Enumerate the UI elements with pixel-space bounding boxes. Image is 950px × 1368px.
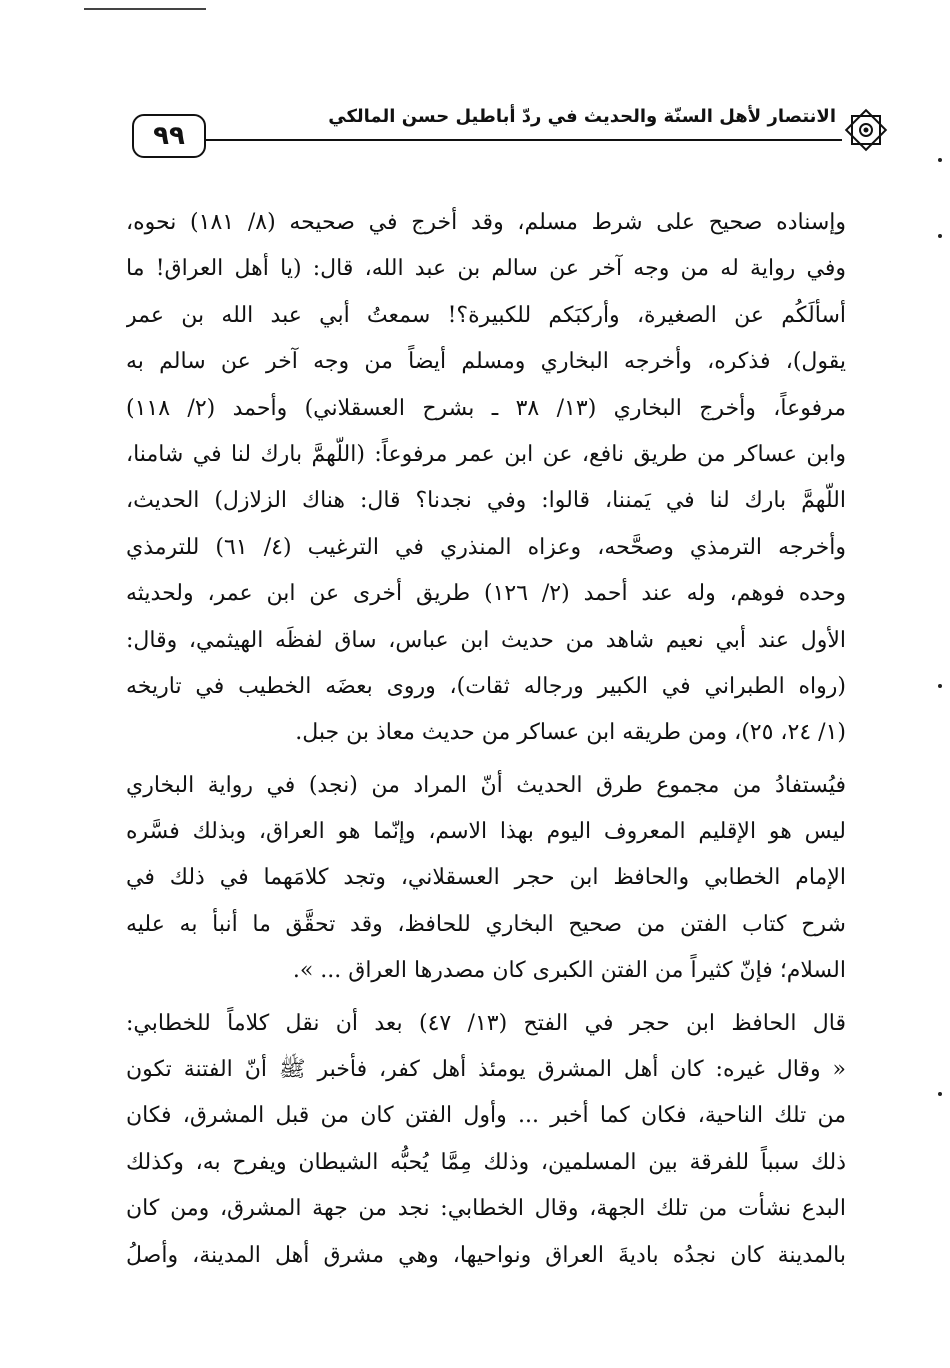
text-line: وابن عساكر من طريق نافع، عن ابن عمر مرفوعاً: (اللّهمَّ بارك لنا في شامنا، — [126, 441, 846, 467]
text-line: البدع نشأت من تلك الجهة، وقال الخطابي: نجد من جهة المشرق، ومن كان — [126, 1196, 846, 1222]
text-line: (١/ ٢٤، ٢٥)، ومن طريقه ابن عساكر من حديث معاذ بن جبل. — [295, 720, 846, 746]
scan-mark — [938, 158, 942, 162]
text-line: يقول)، فذكره، وأخرجه البخاري ومسلم أيضاً من وجه آخر عن سالم به — [126, 349, 846, 375]
text-line: ليس هو الإقليم المعروف اليوم بهذا الاسم، وإنّما هو العراق، وبذلك فسَّره — [126, 819, 846, 845]
text-line: قال الحافظ ابن حجر في الفتح (١٣/ ٤٧) بعد أن نقل كلاماً للخطابي: — [126, 1010, 846, 1036]
text-line: ذلك سبباً للفرقة بين المسلمين، وذلك مِمَّا يُحبُّه الشيطان ويفرح به، وكذلك — [126, 1149, 846, 1175]
text-line: « وقال غيره: كان أهل المشرق يومئذ أهل كفر، فأخبر ﷺ أنّ الفتنة تكون — [126, 1057, 846, 1083]
text-line: وحده فوهم، وله عند أحمد (٢/ ١٢٦) طريق أخرى عن ابن عمر، ولحديثه — [126, 581, 846, 607]
page-number: ٩٩ — [132, 114, 206, 158]
text-line: بالمدينة كان نجدُه باديةَ العراق ونواحيها، وهي مشرق أهل المدينة، وأصلُ — [126, 1242, 846, 1268]
text-line: (رواه الطبراني في الكبير ورجاله ثقات)، وروى بعضَه الخطيب في تاريخه — [126, 673, 846, 699]
text-line: شرح كتاب الفتن من صحيح البخاري للحافظ، وقد تحقَّق ما أنبأ به عليه — [126, 911, 846, 937]
top-edge-line — [84, 8, 206, 10]
text-line: وأخرجه الترمذي وصحَّحه، وعزاه المنذري في الترغيب (٤/ ٦١) للترمذي — [126, 534, 846, 560]
text-line: أسألَكُم عن الصغيرة، وأركبَكم للكبيرة؟! سمعتُ أبي عبد الله بن عمر — [126, 302, 846, 328]
text-line: اللّهمَّ بارك لنا في يَمننا، قالوا: وفي نجدنا؟ قال: هناك الزلازل) الحديث، — [126, 488, 846, 514]
text-line: مرفوعاً، وأخرج البخاري (١٣/ ٣٨ ـ بشرح العسقلاني) وأحمد (٢/ ١١٨) — [126, 395, 846, 421]
paragraph-3 — [126, 1001, 846, 1279]
scan-mark — [938, 684, 942, 688]
running-header — [130, 102, 850, 162]
running-title: الانتصار لأهل السنّة والحديث في ردّ أباطيل حسن المالكي — [322, 106, 836, 127]
eight-point-star-icon — [840, 104, 892, 156]
header-rule — [204, 139, 842, 141]
page-body — [126, 200, 846, 1279]
text-line: من تلك الناحية، فكان كما أخبر ... وأول الفتن كان من قبل المشرق، فكان — [126, 1103, 846, 1129]
text-line: وفي رواية له من وجه آخر عن سالم بن عبد الله، قال: (يا أهل العراق! ما — [126, 256, 846, 282]
text-line: وإسناده صحيح على شرط مسلم، وقد أخرج في صحيحه (٨/ ١٨١) نحوه، — [126, 210, 846, 235]
text-line: الإمام الخطابي والحافظ ابن حجر العسقلاني، وتجد كلامَهما في ذلك في — [126, 865, 846, 891]
paragraph-1 — [126, 200, 846, 757]
text-line: الأول عند أبي نعيم شاهد من حديث ابن عباس، ساق لفظَه الهيثمي، وقال: — [126, 627, 846, 653]
scan-mark — [938, 234, 942, 238]
scan-mark — [938, 1092, 942, 1096]
text-line: السلام؛ فإنّ كثيراً من الفتن الكبرى كان مصدرها العراق ... ». — [292, 958, 846, 984]
paragraph-2 — [126, 763, 846, 995]
text-line: فيُستفادُ من مجموع طرق الحديث أنّ المراد من (نجد) في رواية البخاري — [126, 772, 846, 798]
